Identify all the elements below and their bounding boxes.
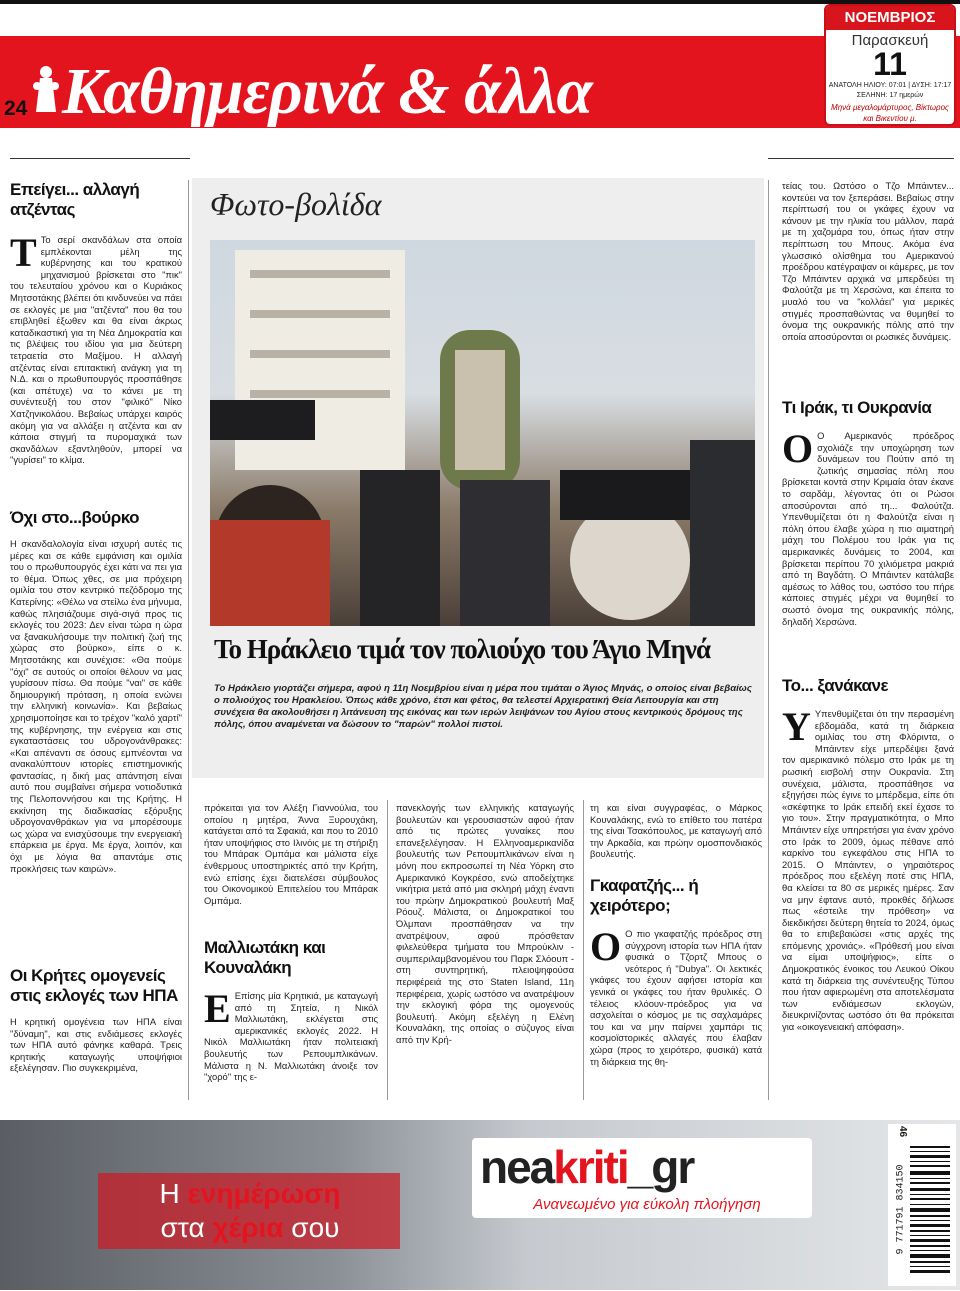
col3 — [396, 802, 574, 1086]
article-body — [204, 802, 378, 920]
right-top-rule — [768, 158, 954, 159]
article-body — [782, 430, 954, 662]
section-label: Φωτο-βολίδα — [210, 186, 382, 222]
article-text: Η κρητική ομογένεια των ΗΠΑ είναι "δύναμη", και στις ενδιάμεσες εκλογές των ΗΠΑ αυτό φάνηκε καθαρά. Τρεις κρητικής καταγωγής υποψήφιοι εξελέγησαν. Πιο συγκεκριμένα, — [10, 1016, 182, 1074]
date-weekday: Παρασκευή — [851, 32, 929, 49]
article-body — [590, 802, 762, 862]
ad-logo-subtitle: Ανανεωμένο για εύκολη πλοήγηση — [533, 1196, 761, 1213]
logo-icon — [30, 62, 62, 118]
right-column — [782, 180, 954, 1088]
article-body — [10, 234, 182, 496]
article-heading: Οι Κρήτες ομογενείς στις εκλογές των ΗΠΑ — [10, 966, 178, 1005]
article-text: Η σκανδαλολογία είναι ισχυρή αυτές τις μέρες και σε κάθε εμφάνιση και ομιλία του ο πρωθυπουργός έχει κάτι να πει για το θέμα. Όπως χθες, σε μια πρόχειρη ομιλία του στον κεντρικό πεζόδρομο της Κατερίνης: «Θέλω να στείλω ένα μήνυμα, καθώς πλησιάζουμε σιγά-σιγά προς τις εκλογές του 2023: Δεν είναι τώρα η ώρα να ξανακυλήσουμε την πολιτική ζωή της χώρας στο βούρκο», είπε ο κ. Μητσοτάκης και συνέχισε: «Θα πούμε "όχι" σε αυτούς οι οποίοι θέλουν να μας γυρίσουν πίσω. Θα πούμε "ναι" σε κάθε δημιουργική πρόταση, η οποία ενώνει την ελληνική κοινωνία». Και βεβαίως χρησιμοποίησε και το τρέχον "καλό χαρτί" της κυβέρνησης, την ενέργεια και στις εγκαταστάσεις του υδρογονάνθρακες: «Και απέναντι σε όσους εμπνέονται να ανακαλύπτουν ιστορίες επιστημονικής φαντασίας, η δική μας απάντηση είναι αυτό που συμβαίνει σήμερα νοτιοδυτικά της Πελοποννήσου και της Κρήτης. Η εκκίνηση της διαδικασίας εξόρυξης υδρογονανθράκων για να μπορέσουμε ως χώρα να ενισχύσουμε την ενεργειακή επάρκεια με έργα. Με έργα, λοιπόν, και όχι με λόγια θα απαντάμε στις προκλήσεις των καιρών». — [10, 538, 182, 874]
article-text: τη και είναι συγγραφέας, ο Μάρκος Κουναλάκης, ενώ το επίθετο του πατέρα της είναι Τσακόπουλος, με καταγωγή από την Αρκαδία, και πρώην ομοσπονδιακός βουλευτής. — [590, 802, 762, 860]
article-heading: Γκαφατζής... ή χειρότερο; — [590, 876, 699, 915]
column-divider — [188, 180, 189, 1100]
moon-age: ΣΕΛΗΝΗ: 17 ημερών — [856, 92, 924, 99]
ad-line1: Η ενημέρωση — [159, 1178, 341, 1209]
col2 — [204, 802, 378, 1082]
barcode-digits: 9 771791 834150 — [895, 1164, 907, 1255]
ad-logo: neakriti_gr — [480, 1141, 694, 1193]
dropcap: Υ — [782, 708, 811, 749]
date-day: 11 — [873, 46, 907, 82]
article-heading: Το... ξανάκανε — [782, 676, 889, 695]
sun-times: ΑΝΑΤΟΛΗ ΗΛΙΟΥ: 07:01 | ΔΥΣΗ: 17:17 — [828, 82, 952, 89]
photo-illustration — [210, 240, 755, 626]
dropcap: Ε — [204, 990, 231, 1031]
ad-line2: στα χέρια σου — [160, 1212, 340, 1243]
article-heading: Όχι στο...βούρκο — [10, 508, 140, 527]
article-body — [10, 538, 182, 956]
dropcap: Ο — [782, 430, 814, 471]
barcode-issue: 46 — [897, 1126, 908, 1138]
column-divider — [768, 180, 769, 1100]
article-text: πανεκλογής των ελληνικής καταγωγής βουλευτών και γερουσιαστών αφού ήταν από τις πρώτες γυναίκες που επανεξελέγησαν. Η Ελληνοαμερικανίδα βουλευτής των Ρεπουμπλικάνων είναι η μόνη που εκπροσωπεί τη Νέα Υόρκη στο Αμερικανικό Κογκρέσο, ενώ αποδείχτηκε νικήτρια μετά από μια σκληρή μάχη έναντι του πρώην Δημοκρατικού βουλευτή Μαξ Ρόουζ. Μάλιστα, οι Δημοκρατικοί του Όλμπανι προσπάθησαν να την ανατρέψουν, αφού πρόσθεταν φιλελεύθερα τμήματα του Μπρούκλιν - συμπεριλαμβανομένου του Παρκ Σλόουπ - στη συντηρητική, πλειοψηφούσα περιφέρειά της στο Staten Island, 11η περιφέρεια, χωρίς ωστόσο να ανατρέψουν την εκλογική φόρα της ομογενούς βουλευτή. Ακόμη εξελέγη η Ελένη Κουναλάκη, της οποίας ο σύζυγος είναι από την Κρή- — [396, 802, 574, 1045]
left-column — [10, 180, 182, 1100]
page-title: Καθημερινά & άλλα — [62, 55, 592, 128]
left-top-rule — [10, 158, 190, 159]
article-heading: Επείγει... αλλαγή ατζέντας — [10, 180, 140, 219]
article-heading: Μαλλιωτάκη και Κουναλάκη — [204, 938, 326, 977]
article-heading: Τι Ιράκ, τι Ουκρανία — [782, 398, 932, 417]
column-divider — [387, 800, 388, 1100]
article-body — [396, 802, 574, 1086]
saints-of-day: Μηνά μεγαλομάρτυρος, Βίκτωρος και Βικεντίου μ. — [831, 103, 949, 123]
col4 — [590, 802, 762, 1070]
top-rule — [0, 0, 960, 4]
article-body — [10, 1016, 182, 1100]
column-divider — [583, 800, 584, 1100]
article-text: Ο πιο γκαφατζής πρόεδρος στη σύγχρονη ιστορία των ΗΠΑ ήταν φυσικά ο Τζορτζ Μπους ο νεότερος ή "Dubya". Οι λεκτικές γκάφες του έχουν αφήσει ιστορία και γενικά οι γκάφες του ήταν θρυλικές. Ο τέλειος κλόουν-πρόεδρος για να ασχολείται ο κόσμος με τις σαχλαμάρες του και να μην παίρνει χαμπάρι τις κοσμοϊστορικές αλλαγές που έλαβαν χώρα (προς το χειρότερο, φυσικά) κατά τη διάρκεια της θη- — [590, 928, 762, 1067]
article-text: Το σερί σκανδάλων στα οποία εμπλέκονται μέλη της κυβέρνησης και του κρατικού μηχανισμού βρίσκεται στο "πικ" του τελευταίου χρόνου και ο Κυριάκος Μητσοτάκης βλέπει ότι κινδυνεύει να πάει σε εκλογές με μια "ατζέντα" που θα του επιβληθεί έξωθεν και θα είναι άκρως καταδικαστική για τη Νέα Δημοκρατία και τις βλέψεις του ιδίου για μια δεύτερη τετραετία στο Μαξίμου. Η αλλαγή ατζέντας είναι επιτακτική ανάγκη για τη Ν.Δ. και ο πρωθυπουργός προσπάθησε (και απέτυχε) να το κάνει με τη συνέντευξή του στον "φιλικό" Νίκο Χατζηνικολάου. Βεβαίως υπάρχει καιρός ακόμη για να αλλάξει η ατζέντα και αν κάποια στιγμή τα πυρομαχικά των σκανδάλων εξαντληθούν, μπορεί να "γυρίσει" το κλίμα. — [10, 234, 182, 466]
article-body — [204, 990, 378, 1082]
article-text: πρόκειται για τον Αλέξη Γιαννούλια, του οποίου η μητέρα, Άννα Ξυρουχάκη, κατάγεται από τα Σφακιά, και που το 2010 ήταν υποψήφιος στο Ιλινόις με τη στήριξη του Μπάρακ Ομπάμα και μάλιστα είχε ένθερμους υποστηρικτές από την Κρήτη, ενώ επίσης έχει διατελέσει σύμβουλος του Οικονομικού Επιτελείου του Μπάρακ Ομπάμα. — [204, 802, 378, 906]
procession-photo — [210, 240, 755, 626]
article-body — [782, 708, 954, 1088]
article-body — [590, 928, 762, 1070]
dropcap: Ο — [590, 928, 622, 969]
photo-caption: Το Ηράκλειο γιορτάζει σήμερα, αφού η 11η Νοεμβρίου είναι η μέρα που τιμάται ο Άγιος Μηνάς, ο οποίος είναι βεβαίως ο πολιούχος του Ηρακλείου. Όπως κάθε χρόνο, έτσι και φέτος, θα τελεστεί Αρχιερατική Θεία Λειτουργία και στη συνέχεια θα ακολουθήσει η λιτάνευση της εικόνας και των ιερών λειψάνων του Αγίου στους κεντρικούς δρόμους της πόλης, όπου αναμένεται να δώσουν το "παρών" πολλοί πιστοί. — [214, 683, 752, 730]
article-text: Επίσης μία Κρητικιά, με καταγωγή από τη Σητεία, η Νικόλ Μαλλιωτάκη, εκλέγεται στις αμερικανικές εκλογές 2022. Η Νικόλ Μαλλιωτάκη ήταν πολιτειακή βουλευτής των Ρεπουμπλικάνων. Μάλιστα η Ν. Μαλλιωτάκη άνοιξε τον "χορό" της ε- — [204, 990, 378, 1082]
article-body — [782, 180, 954, 380]
photo-headline: Το Ηράκλειο τιμά τον πολιούχο του Άγιο Μηνά — [214, 634, 711, 664]
date-month: ΝΟΕΜΒΡΙΟΣ — [826, 6, 954, 30]
date-box — [824, 4, 956, 126]
article-text: Υπενθυμίζεται ότι την περασμένη εβδομάδα, κατά τη διάρκεια ομιλίας του στη Φλόριντα, ο Μπάιντεν είχε μπερδέψει ξανά τον αμερικανικό πόλεμο στο Ιράκ με τη ρωσική εισβολή στην Ουκρανία. Στη συνέχεια, μάλιστα, προσπάθησε να εξηγήσει πώς έγινε το μπέρδεμα, είπε ότι «σκέφτηκε το Ιράκ επειδή εκεί έχασε το γιο του». Στην πραγματικότητα, ο Μπο Μπάιντεν είχε υπηρετήσει για έναν χρόνο στο Ιράκ το 2009, όμως πέθανε από καρκίνο του εγκεφάλου στις ΗΠΑ το 2015. Ο Μπάιντεν, ο γηραιότερος πρόεδρος που εξελέγη ποτέ στις ΗΠΑ, θα κλείσει τα 80 σε μερικές ημέρες. Σαν να μην έφτανε αυτό, προκθές δήλωσε πως «έστειλε την πρόθεση» να διεκδικήσει δεύτερη θητεία το 2024, όμως θα το επιβεβαιώσει «στις αρχές της επόμενης χρονιάς». «Πρόθεσή μου είναι να είμαι υποψήφιος», είπε ο Δημοκρατικός ένοικος του Λευκού Οίκου κατά τη διάρκεια της συνέντευξης Τύπου που ήταν αφιερωμένη στα αποτελέσματα των ενδιάμεσων εκλογών, διευκρινίζοντας ωστόσο ότι θα πρόκειται για «οικογενειακή απόφαση». — [782, 708, 954, 1033]
article-text: τείας του. Ωστόσο ο Τζο Μπάιντεν... κοντεύει να τον ξεπεράσει. Βεβαίως στην περίπτωσή του οι γκάφες έχουν να κάνουν με την ηλικία του μάλλον, παρά με τη χαζομάρα του, όπως ήταν στην περίπτωση του Μπους. Ακόμα ένα γλωσσικό ολίσθημα του Αμερικανού προέδρου κατέγραψαν οι κάμερες, με τον Τζο Μπάιντεν αρχικά να μπερδεύει τη Φαλούτζα με τη Χερσώνα, και έπειτα το μυαλό του να "κολλάει" για μερικές στιγμές προσπαθώντας να θυμηθεί το όνομα της ουκρανικής πόλης από την οποία αποσύρονται οι ρωσικές δυνάμεις. — [782, 180, 954, 342]
article-text: Ο Αμερικανός πρόεδρος σχολιάζε την υποχώρηση των δυνάμεων του Πούτιν από τη ζωτικής σημασίας πόλη που βρίσκεται κοντά στην Κριμαία όταν έκανε το σαρδάμ, λέγοντας ότι οι Ρώσοι αποσύρονται από τη... Φαλούτζα. Υπενθυμίζεται ότι η Φαλούτζα είναι η πόλη όπου έλαβε χώρα η πιο αιματηρή μάχη του Πολέμου του Ιράκ για τις αμερικανικές δυνάμεις το 2004, και βρίσκεται περίπου 70 χιλιόμετρα μακριά από τη Βαγδάτη. Ο Μπάιντεν κατάλαβε αμέσως το λάθος του, ωστόσο του πήρε κάποιες στιγμές μέχρι να θυμηθεί το σωστό όνομα της ουκρανικής πόλης, δηλαδή Χερσώνα. — [782, 430, 954, 627]
page-number: 24 — [4, 97, 28, 120]
barcode — [888, 1124, 956, 1286]
dropcap: Τ — [10, 234, 37, 275]
